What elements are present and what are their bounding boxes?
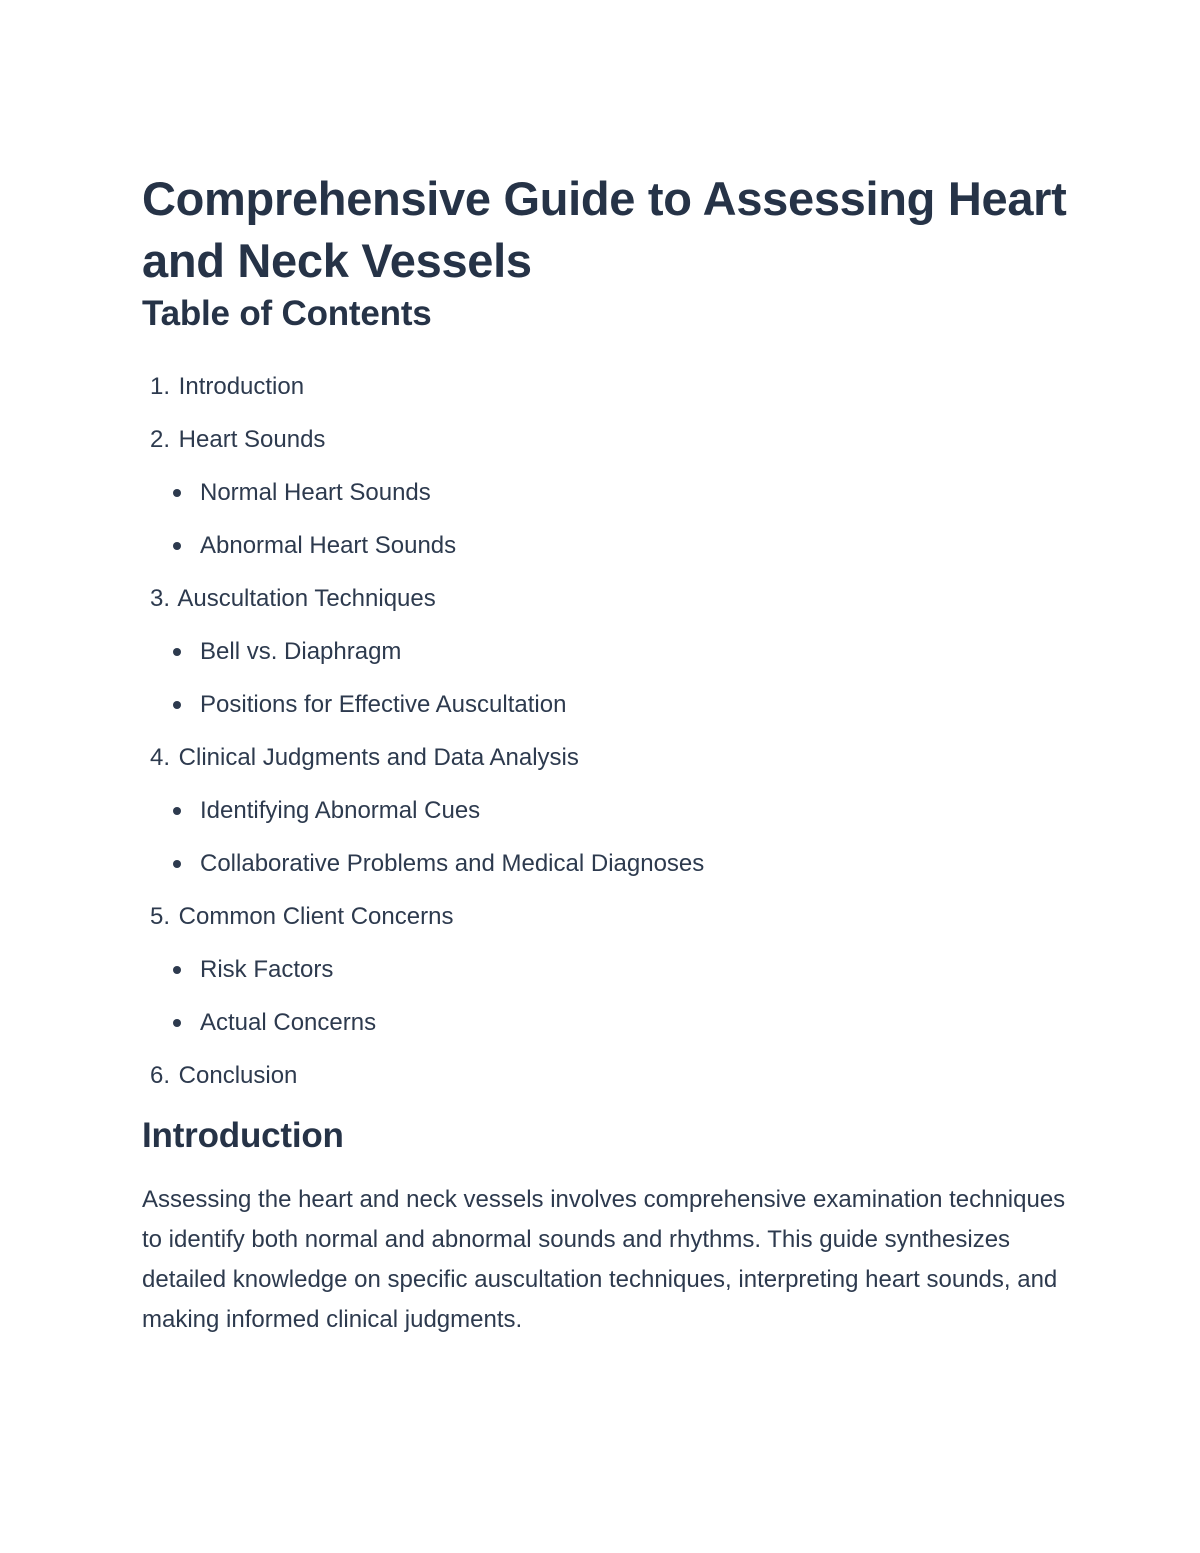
- toc-item-label[interactable]: Introduction: [178, 373, 305, 400]
- toc-item-number: 1.: [149, 373, 170, 400]
- toc-subitem[interactable]: [142, 796, 1072, 826]
- toc-subitem-label[interactable]: Collaborative Problems and Medical Diagnoses: [200, 850, 705, 877]
- toc-item[interactable]: [142, 372, 1072, 402]
- toc-item-number: 6.: [149, 1062, 170, 1089]
- document-title: Comprehensive Guide to Assessing Heart and Neck Vessels: [142, 172, 1067, 287]
- toc-sublist: [142, 478, 1072, 561]
- toc-subitem[interactable]: [142, 849, 1072, 879]
- toc-subitem[interactable]: [142, 955, 1072, 985]
- toc-item-number: 2.: [149, 426, 170, 453]
- toc-subitem-label[interactable]: Bell vs. Diaphragm: [200, 638, 402, 665]
- toc-item-label[interactable]: Auscultation Techniques: [177, 585, 436, 612]
- introduction-paragraph: Assessing the heart and neck vessels involves comprehensive examination techniques to identify both normal and abnormal sounds and rhythms. This guide synthesizes detailed knowledge on specific auscultation techniques, interpreting heart sounds, and making informed clinical judgments.: [142, 1186, 1066, 1333]
- toc-item-number: 4.: [149, 744, 170, 771]
- toc-subitem[interactable]: [142, 690, 1072, 720]
- toc-subitem-label[interactable]: Actual Concerns: [200, 1009, 377, 1036]
- introduction-heading: Introduction: [142, 1116, 344, 1155]
- toc-sublist: [142, 955, 1072, 1038]
- toc-item[interactable]: [142, 425, 1072, 561]
- toc-item-label[interactable]: Clinical Judgments and Data Analysis: [178, 744, 579, 771]
- toc-subitem-label[interactable]: Abnormal Heart Sounds: [200, 532, 457, 559]
- toc-item[interactable]: [142, 1061, 1072, 1091]
- toc-subitem[interactable]: [142, 637, 1072, 667]
- toc-item-label[interactable]: Heart Sounds: [178, 426, 326, 453]
- document-page: [142, 168, 1072, 1340]
- toc-item[interactable]: [142, 902, 1072, 1038]
- toc-subitem-label[interactable]: Risk Factors: [200, 956, 334, 983]
- table-of-contents: [142, 372, 1072, 1091]
- bullet-icon: [173, 807, 181, 815]
- toc-subitem[interactable]: [142, 1008, 1072, 1038]
- toc-subitem-label[interactable]: Identifying Abnormal Cues: [200, 797, 481, 824]
- toc-item[interactable]: [142, 743, 1072, 879]
- toc-sublist: [142, 637, 1072, 720]
- toc-subitem-label[interactable]: Positions for Effective Auscultation: [200, 691, 567, 718]
- bullet-icon: [173, 860, 181, 868]
- toc-item-label[interactable]: Conclusion: [178, 1062, 298, 1089]
- toc-subitem[interactable]: [142, 531, 1072, 561]
- bullet-icon: [173, 542, 181, 550]
- toc-subitem[interactable]: [142, 478, 1072, 508]
- toc-item-label[interactable]: Common Client Concerns: [178, 903, 454, 930]
- bullet-icon: [173, 648, 181, 656]
- toc-item-number: 3.: [149, 585, 170, 612]
- toc-heading: Table of Contents: [142, 294, 432, 333]
- toc-item[interactable]: [142, 584, 1072, 720]
- toc-subitem-label[interactable]: Normal Heart Sounds: [200, 479, 431, 506]
- bullet-icon: [173, 489, 181, 497]
- bullet-icon: [173, 966, 181, 974]
- bullet-icon: [173, 1019, 181, 1027]
- toc-item-number: 5.: [149, 903, 170, 930]
- bullet-icon: [173, 701, 181, 709]
- toc-sublist: [142, 796, 1072, 879]
